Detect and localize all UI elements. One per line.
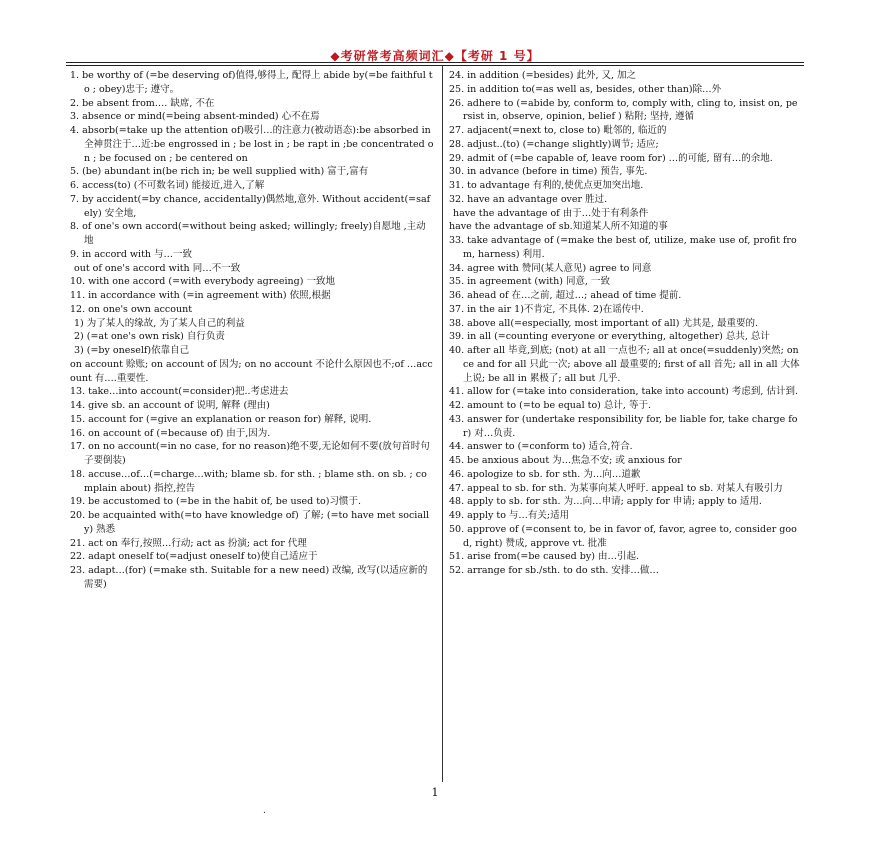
vocab-entry: 46. apologize to sb. for sth. 为…向…道歉 bbox=[449, 468, 641, 480]
vocab-entry: 18. accuse…of…(=charge…with; blame sb. for sth. ; blame sth. on sb. ; complain about) 指控,控告 bbox=[70, 468, 427, 494]
vocab-entry: 52. arrange for sb./sth. to do sth. 安排…做… bbox=[449, 565, 659, 576]
vocab-entry: 23. adapt…(for) (=make sth. Suitable for a new need) 改编, 改写(以适应新的需要) bbox=[70, 565, 428, 590]
vocab-entry: 32. have an advantage over 胜过. bbox=[449, 193, 608, 205]
vocab-entry: 27. adjacent(=next to, close to) 毗邻的, 临近的 bbox=[449, 125, 667, 136]
vocab-entry: 29. admit of (=be capable of, leave room for) …的可能, 留有…的余地. bbox=[449, 152, 773, 164]
vocab-entry: 30. in advance (before in time) 预告, 事先. bbox=[449, 166, 648, 178]
vocab-sub-entry: on account 赊账; on account of 因为; on no account 不论什么原因也不;of …account 有….重要性. bbox=[70, 358, 433, 384]
vocab-entry: 24. in addition (=besides) 此外, 又, 加之 bbox=[449, 70, 637, 81]
vocab-entry: 28. adjust..(to) (=change slightly)调节; 适应; bbox=[449, 138, 659, 150]
vocab-entry: 15. account for (=give an explanation or reason for) 解释, 说明. bbox=[70, 413, 372, 425]
vocab-entry: 13. take…into account(=consider)把..考虑进去 bbox=[70, 386, 289, 398]
header-rule-top bbox=[66, 62, 804, 63]
vocab-entry: 17. on no account(=in no case, for no reason)绝不要,无论如何不要(放句首时句子要倒装) bbox=[70, 441, 430, 466]
vocab-entry: 35. in agreement (with) 同意, 一致 bbox=[449, 276, 610, 288]
vocab-entry: 43. answer for (undertake responsibility for, be liable for, take charge for) 对…负责. bbox=[449, 413, 798, 439]
vocab-entry: 12. on one's own account bbox=[70, 303, 193, 315]
vocab-entry: 19. be accustomed to (=be in the habit of, be used to)习惯于. bbox=[70, 496, 361, 508]
vocab-entry: 25. in addition to(=as well as, besides, other than)除…外 bbox=[449, 83, 722, 95]
vocab-sub-entry: out of one's accord with 同…不一致 bbox=[74, 262, 241, 274]
vocab-sub-entry: 3) (=by oneself)依靠自己 bbox=[74, 345, 190, 356]
vocab-entry: 40. after all 毕竟,到底; (not) at all 一点也不; all at once(=suddenly)突然; once and for all 只此一次; above all 最重要的; first of all 首先; all in all 大体上说; be all in 累极了; all but 几乎. bbox=[449, 345, 800, 384]
vocab-entry: 37. in the air 1)不肯定, 不具体. 2)在谣传中. bbox=[449, 303, 644, 315]
vocab-entry: 22. adapt oneself to(=adjust oneself to)使自己适应于 bbox=[70, 551, 318, 563]
vocab-entry: 4. absorb(=take up the attention of)吸引…的注意力(被动语态):be absorbed in 全神贯注于…近:be engrossed in ; be lost in ; be rapt in ;be concentrated on ; be focused on ; be centered on bbox=[70, 125, 434, 164]
vocab-entry: 39. in all (=counting everyone or everything, altogether) 总共, 总计 bbox=[449, 331, 770, 343]
vocab-entry: 42. amount to (=to be equal to) 总计, 等于. bbox=[449, 400, 651, 411]
vocab-entry: 47. appeal to sb. for sth. 为某事向某人呼吁. appeal to sb. 对某人有吸引力 bbox=[449, 482, 783, 494]
vocab-entry: 16. on account of (=because of) 由于,因为. bbox=[70, 427, 271, 439]
vocab-entry: 3. absence or mind(=being absent-minded) 心不在焉 bbox=[70, 111, 320, 123]
vocab-entry: 45. be anxious about 为…焦急不安; 或 anxious for bbox=[449, 455, 682, 466]
vocab-entry: 8. of one's own accord(=without being asked; willingly; freely)自愿地 ,主动地 bbox=[70, 221, 426, 246]
column-divider bbox=[442, 66, 443, 782]
vocab-entry: 51. arise from(=be caused by) 由…引起. bbox=[449, 551, 639, 563]
vocab-entry: 26. adhere to (=abide by, conform to, comply with, cling to, insist on, persist in, observe, opinion, belief ) 粘附; 坚持, 遵循 bbox=[449, 97, 798, 123]
vocab-entry: 38. above all(=especially, most important of all) 尤其是, 最重要的. bbox=[449, 317, 759, 329]
vocab-entry: 34. agree with 赞同(某人意见) agree to 同意 bbox=[449, 262, 652, 274]
vocab-entry: 50. approve of (=consent to, be in favor of, favor, agree to, consider good, right) 赞成, approve vt. 批准 bbox=[449, 523, 797, 549]
page-title: ◆考研常考高频词汇◆【考研 1 号】 bbox=[330, 49, 540, 63]
vocab-entry: 41. allow for (=take into consideration, take into account) 考虑到, 估计到. bbox=[449, 386, 798, 398]
vocab-entry: 9. in accord with 与…一致 bbox=[70, 248, 193, 260]
vocab-entry: 1. be worthy of (=be deserving of)值得,够得上, 配得上 abide by(=be faithful to ; obey)忠于; 遵守。 bbox=[70, 70, 433, 95]
vocab-sub-entry: have the advantage of 由于…处于有利条件 bbox=[453, 207, 649, 219]
vocab-entry: 21. act on 奉行,按照…行动; act as 扮演; act for 代理 bbox=[70, 537, 307, 549]
vocab-entry: 10. with one accord (=with everybody agreeing) 一致地 bbox=[70, 276, 335, 288]
vocab-entry: 49. apply to 与…有关;适用 bbox=[449, 510, 570, 521]
vocab-entry: 20. be acquainted with(=to have knowledge of) 了解; (=to have met socially) 熟悉 bbox=[70, 510, 430, 535]
vocab-entry: 5. (be) abundant in(be rich in; be well supplied with) 富于,富有 bbox=[70, 166, 369, 178]
vocab-sub-entry: 2) (=at one's own risk) 自行负责 bbox=[74, 331, 225, 343]
vocab-entry: 31. to advantage 有利的,使优点更加突出地. bbox=[449, 180, 644, 191]
vocab-entry: 2. be absent from…. 缺席, 不在 bbox=[70, 97, 215, 109]
vocab-entry: 11. in accordance with (=in agreement with) 依照,根据 bbox=[70, 290, 331, 301]
vocab-entry: 48. apply to sb. for sth. 为…向…申请; apply for 申请; apply to 适用. bbox=[449, 496, 762, 508]
vocab-entry: 33. take advantage of (=make the best of, utilize, make use of, profit from, harness) 利用. bbox=[449, 235, 797, 260]
footer-mark: . bbox=[263, 806, 266, 816]
vocab-sub-entry: 1) 为了某人的缘故, 为了某人自己的利益 bbox=[74, 317, 245, 329]
right-column bbox=[449, 69, 801, 578]
header-rule-bottom bbox=[66, 65, 804, 66]
vocab-entry: 7. by accident(=by chance, accidentally)偶然地,意外. Without accident(=safely) 安全地, bbox=[70, 193, 431, 219]
vocab-entry: 14. give sb. an account of 说明, 解释 (理由) bbox=[70, 400, 270, 411]
vocab-entry: 6. access(to) (不可数名词) 能接近,进入,了解 bbox=[70, 180, 265, 191]
left-column bbox=[70, 69, 434, 592]
vocab-entry: 44. answer to (=conform to) 适合,符合. bbox=[449, 441, 633, 453]
page-number: 1 bbox=[431, 786, 439, 799]
vocab-sub-entry: have the advantage of sb.知道某人所不知道的事 bbox=[449, 221, 668, 233]
vocab-entry: 36. ahead of 在…之前, 超过…; ahead of time 提前. bbox=[449, 290, 682, 301]
